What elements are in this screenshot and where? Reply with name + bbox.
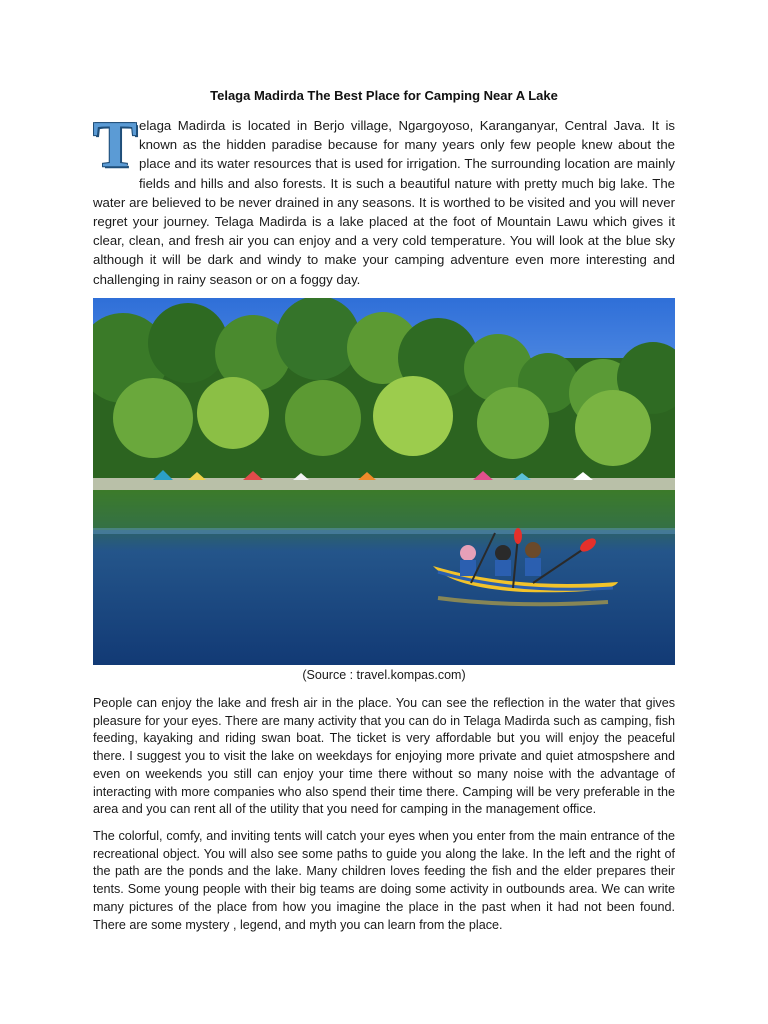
body-paragraph-1: People can enjoy the lake and fresh air in the place. You can see the reflection in the water that gives pleasure for your eyes. There are many activity that you can do in Telaga Madirda such as camping, fish feeding, kayaking and riding swan boat. The ticket is very affordable but you will enjoy the peaceful there. I suggest you to visit the lake on weekdays for enjoying more private and quiet atmospshere and even on weekends you still can enjoy your time there without so many noise with the advantage of interacting with more companies who also spend their time there. Camping will be very preferable in the area and you can rent all of the utility that you need for camping in the management office. [93,696,675,817]
drop-cap-letter: T [93,108,138,181]
lake-photo [93,298,675,665]
body-paragraph-2: The colorful, comfy, and inviting tents will catch your eyes when you enter from the main entrance of the recreational object. You will also see some paths to guide you along the lake. In the left and the right of the path are the ponds and the lake. Many children loves feeding the fish and the elder prepares their tents. Some young people with their big teams are doing some activity in outbounds area. We can write many pictures of the place from how you imagine the place in the past when it had not been found. There are some mystery , legend, and myth you can learn from the place. [93,829,675,932]
article-title: Telaga Madirda The Best Place for Camping Near A Lake [210,88,558,103]
intro-paragraph [93,108,675,289]
intro-text: elaga Madirda is located in Berjo village, Ngargoyoso, Karanganyar, Central Java. It is known as the hidden paradise because for many years only few people knew about the place and its water resources that is used for irrigation. The surrounding location are mainly fields and hills and also forests. It is such a beautiful nature with pretty much big lake. The water are believed to be never drained in any seasons. It is worthed to be visited and you will never regret your journey. Telaga Madirda is a lake placed at the foot of Mountain Lawu which gives it clear, clean, and fresh air you can enjoy and a very cold temperature. You will look at the blue sky although it will be dark and windy to make your camping adventure even more interesting and challenging in rainy season or on a foggy day. [93,118,675,287]
lake-photo-illustration [93,298,675,665]
photo-caption: (Source : travel.kompas.com) [302,668,466,682]
drop-cap [93,108,138,181]
